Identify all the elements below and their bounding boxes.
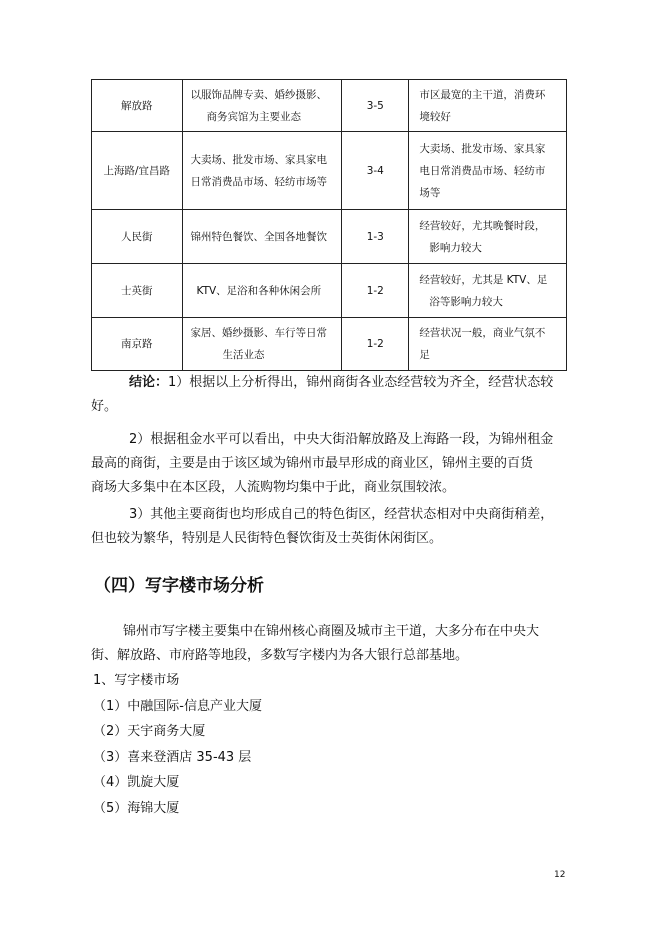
street-name: 士英街 bbox=[92, 264, 183, 318]
conclusion-label: 结论： bbox=[129, 375, 169, 390]
text-line: 3）其他主要商街也均形成自己的特色街区，经营状态相对中央商街稍差， bbox=[129, 507, 554, 522]
conclusion-paragraph-3 bbox=[91, 503, 571, 551]
text-line: 街、解放路、市府路等地段，多数写字楼内为各大银行总部基地。 bbox=[91, 648, 469, 663]
conclusion-paragraph-2 bbox=[91, 428, 571, 500]
table-row bbox=[92, 132, 567, 210]
list-item: （4）凯旋大厦 bbox=[93, 775, 180, 790]
cell-line: 经营较好，尤其晚餐时段， bbox=[419, 219, 546, 232]
text-span: 1）根据以上分析得出，锦州商街各业态经营较为齐全，经营状态较 bbox=[168, 375, 554, 390]
cell-line: 家居、婚纱摄影、车行等日常 bbox=[190, 327, 328, 339]
text-line: 但也较为繁华，特别是人民街特色餐饮街及士英街休闲街区。 bbox=[91, 531, 443, 546]
business-cell bbox=[182, 210, 342, 264]
office-subheading: 1、写字楼市场 bbox=[93, 673, 180, 688]
text-line: 商场大多集中在本区段，人流购物均集中于此，商业氛围较浓。 bbox=[91, 480, 456, 495]
section-heading: （四）写字楼市场分析 bbox=[94, 576, 264, 596]
conclusion-paragraph-1 bbox=[91, 371, 571, 419]
page-number: 12 bbox=[554, 870, 566, 880]
rent-cell: 3-5 bbox=[342, 80, 409, 132]
cell-line: 商务宾馆为主要业态 bbox=[206, 110, 302, 123]
cell-line: 电日常消费品市场、轻纺市 bbox=[419, 164, 546, 177]
text-line: 2）根据租金水平可以看出，中央大街沿解放路及上海路一段，为锦州租金 bbox=[129, 432, 554, 447]
cell-line: 场等 bbox=[419, 186, 441, 199]
cell-line: 生活业态 bbox=[222, 349, 265, 361]
text-line bbox=[91, 371, 571, 395]
business-cell bbox=[182, 264, 342, 318]
text-line: 锦州市写字楼主要集中在锦州核心商圈及城市主干道，大多分布在中央大 bbox=[123, 624, 540, 639]
cell-line: 锦州特色餐饮、全国各地餐饮 bbox=[190, 230, 328, 243]
list-item: （1）中融国际-信息产业大厦 bbox=[93, 699, 262, 714]
business-cell bbox=[182, 80, 342, 132]
cell-line: 大卖场、批发市场、家具家 bbox=[419, 142, 546, 155]
business-cell bbox=[182, 132, 342, 210]
list-item: （5）海锦大厦 bbox=[93, 801, 180, 816]
cell-line: 大卖场、批发市场、家具家电 bbox=[190, 153, 328, 166]
street-name: 人民街 bbox=[92, 210, 183, 264]
table-row bbox=[92, 210, 567, 264]
list-item: （2）天宇商务大厦 bbox=[93, 724, 206, 739]
office-intro-paragraph bbox=[91, 620, 571, 668]
cell-line: 足 bbox=[419, 349, 430, 361]
rent-cell: 3-4 bbox=[342, 132, 409, 210]
cell-line: 日常消费品市场、轻纺市场等 bbox=[190, 175, 328, 188]
street-name: 上海路/宜昌路 bbox=[92, 132, 183, 210]
cell-line: 浴等影响力较大 bbox=[429, 295, 503, 308]
street-name: 解放路 bbox=[92, 80, 183, 132]
list-item: （3）喜来登酒店 35-43 层 bbox=[93, 750, 252, 765]
cell-line: 以服饰品牌专卖、婚纱摄影、 bbox=[190, 88, 328, 101]
business-cell bbox=[182, 318, 342, 371]
cell-line: 经营较好，尤其是 KTV、足 bbox=[419, 273, 548, 286]
rent-cell: 1-3 bbox=[342, 210, 409, 264]
note-cell bbox=[409, 80, 567, 132]
note-cell bbox=[409, 210, 567, 264]
note-cell bbox=[409, 264, 567, 318]
note-cell bbox=[409, 318, 567, 371]
table-row bbox=[92, 80, 567, 132]
table-row bbox=[92, 264, 567, 318]
cell-line: 市区最宽的主干道，消费环 bbox=[419, 88, 546, 101]
cell-line: 经营状况一般，商业气氛不 bbox=[419, 327, 546, 339]
table-row bbox=[92, 318, 567, 371]
text-line: 最高的商街，主要是由于该区域为锦州市最早形成的商业区，锦州主要的百货 bbox=[91, 456, 534, 471]
rent-cell: 1-2 bbox=[342, 264, 409, 318]
note-cell bbox=[409, 132, 567, 210]
cell-line: 境较好 bbox=[419, 110, 451, 123]
text-line: 好。 bbox=[91, 399, 118, 414]
street-name: 南京路 bbox=[92, 318, 183, 371]
rent-cell: 1-2 bbox=[342, 318, 409, 371]
cell-line: 影响力较大 bbox=[429, 241, 482, 254]
street-table bbox=[91, 79, 567, 371]
cell-line: KTV、足浴和各种休闲会所 bbox=[196, 284, 322, 297]
